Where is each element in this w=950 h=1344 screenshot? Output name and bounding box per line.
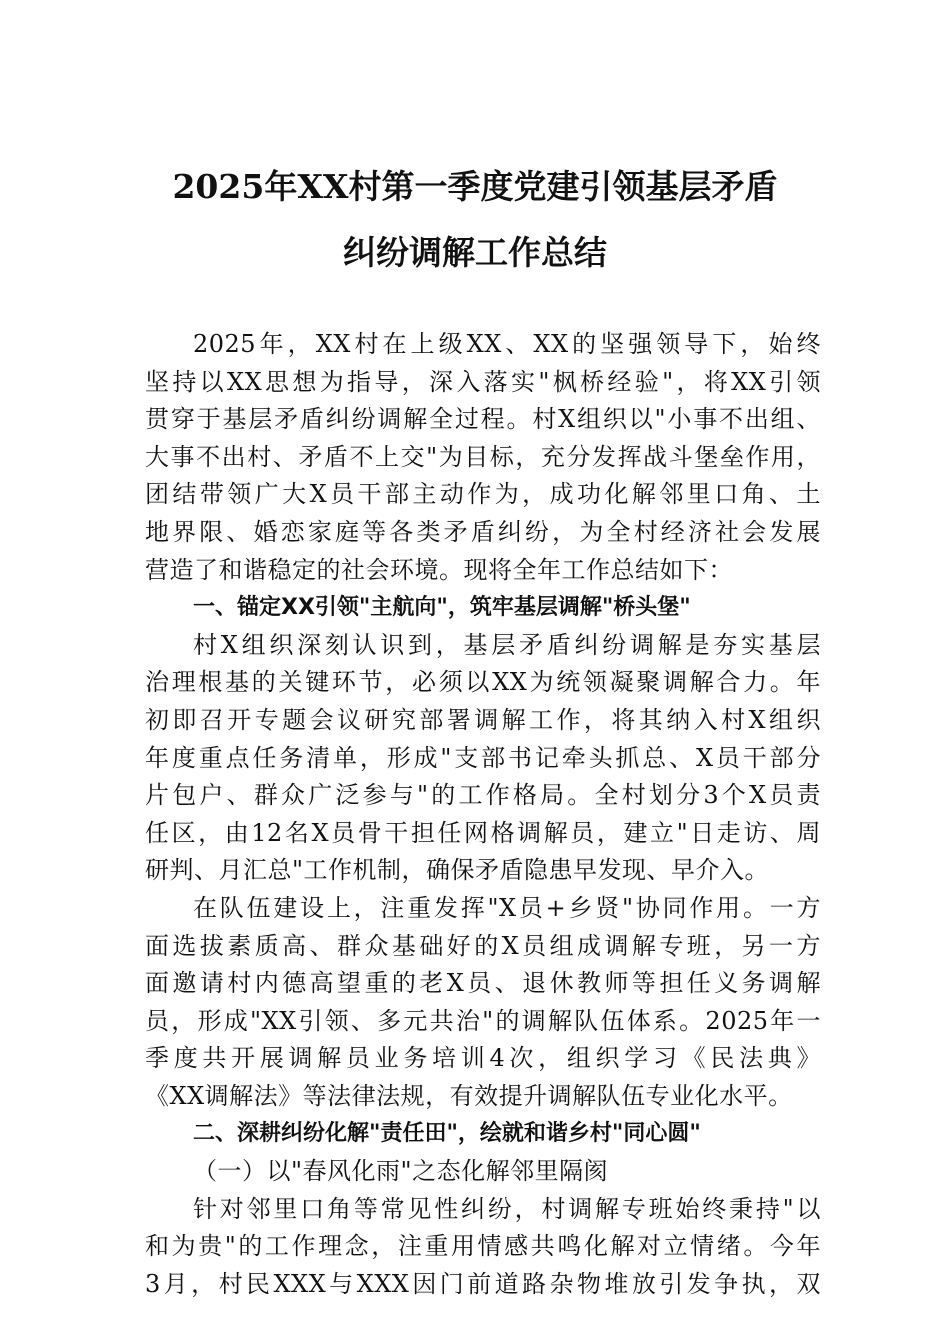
- paragraph-line: 员，形成"XX引领、多元共治"的调解队伍体系。2025年一: [145, 1006, 821, 1035]
- paragraph-line: 面选拔素质高、群众基础好的X员组成调解专班，另一方: [145, 931, 821, 960]
- paragraph-line: 村X组织深刻认识到，基层矛盾纠纷调解是夯实基层: [193, 630, 821, 659]
- paragraph-line: 研判、月汇总"工作机制，确保矛盾隐患早发现、早介入。: [145, 856, 770, 885]
- paragraph-line: 年度重点任务清单，形成"支部书记牵头抓总、X员干部分: [145, 743, 821, 772]
- paragraph-line: 3月，村民XXX与XXX因门前道路杂物堆放引发争执，双: [145, 1269, 821, 1298]
- paragraph-line: 《XX调解法》等法律法规，有效提升调解队伍专业化水平。: [145, 1081, 793, 1110]
- paragraph-line: 营造了和谐稳定的社会环境。现将全年工作总结如下：: [145, 555, 733, 584]
- paragraph-line: 治理根基的关键环节，必须以XX为统领凝聚调解合力。年: [145, 668, 821, 697]
- paragraph-line: 任区，由12名X员骨干担任网格调解员，建立"日走访、周: [145, 818, 821, 847]
- paragraph-line: 贯穿于基层矛盾纠纷调解全过程。村X组织以"小事不出组、: [145, 405, 821, 434]
- paragraph-line: 大事不出村、矛盾不上交"为目标，充分发挥战斗堡垒作用，: [145, 442, 821, 471]
- document-title-line-1: 2025年XX村第一季度党建引领基层矛盾: [172, 167, 778, 206]
- paragraph-line: 季度共开展调解员业务培训4次，组织学习《民法典》: [145, 1044, 821, 1073]
- paragraph-line: 在队伍建设上，注重发挥"X员+乡贤"协同作用。一方: [193, 893, 821, 922]
- paragraph-line: 针对邻里口角等常见性纠纷，村调解专班始终秉持"以: [193, 1194, 821, 1223]
- section-heading: 一、锚定XX引领"主航向"，筑牢基层调解"桥头堡": [193, 595, 691, 621]
- paragraph-line: 面邀请村内德高望重的老X员、退休教师等担任义务调解: [145, 969, 821, 998]
- paragraph-line: 2025年，XX村在上级XX、XX的坚强领导下，始终: [193, 330, 821, 358]
- document-body: [145, 326, 821, 1303]
- paragraph-line: 和为贵"的工作理念，注重用情感共鸣化解对立情绪。今年: [145, 1232, 821, 1261]
- document-title-line-2: 纠纷调解工作总结: [343, 233, 607, 272]
- paragraph-line: 片包户、群众广泛参与"的工作格局。全村划分3个X员责: [145, 781, 821, 810]
- paragraph-line: 初即召开专题会议研究部署调解工作，将其纳入村X组织: [145, 705, 821, 734]
- subsection-heading: （一）以"春风化雨"之态化解邻里隔阂: [193, 1157, 609, 1186]
- paragraph-line: 地界限、婚恋家庭等各类矛盾纠纷，为全村经济社会发展: [145, 517, 821, 546]
- section-heading: 二、深耕纠纷化解"责任田"，绘就和谐乡村"同心圆": [193, 1121, 701, 1147]
- paragraph-line: 团结带领广大X员干部主动作为，成功化解邻里口角、土: [145, 480, 821, 509]
- paragraph-line: 坚持以XX思想为指导，深入落实"枫桥经验"，将XX引领: [145, 367, 821, 396]
